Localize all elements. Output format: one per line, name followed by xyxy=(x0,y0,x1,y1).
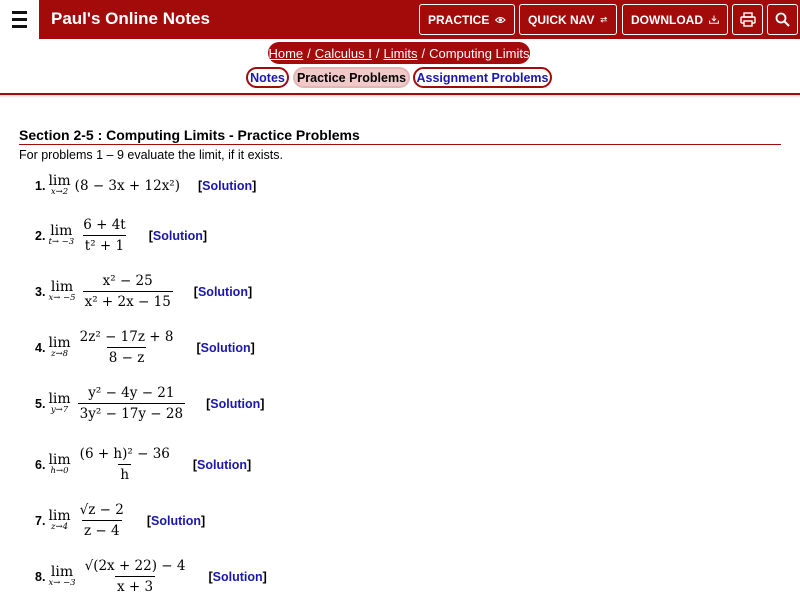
print-button[interactable] xyxy=(732,4,763,35)
problem-expression xyxy=(48,174,180,197)
problem-item xyxy=(35,502,205,539)
fraction xyxy=(83,558,188,594)
fraction xyxy=(78,329,176,366)
fraction xyxy=(78,385,185,422)
search-icon xyxy=(775,12,790,27)
fraction xyxy=(83,273,173,310)
problem-number: 6. xyxy=(35,457,46,472)
denominator: x + 3 xyxy=(115,576,155,594)
limit-subscript: t→ −3 xyxy=(48,237,75,247)
solution-link[interactable]: Solution xyxy=(197,457,248,472)
problem-item xyxy=(35,217,207,254)
intro-text: For problems 1 – 9 evaluate the limit, if it exists. xyxy=(19,148,283,162)
solution-link[interactable]: Solution xyxy=(151,513,202,528)
top-bar xyxy=(0,0,800,39)
swap-arrows-icon xyxy=(600,13,608,26)
denominator: 8 − z xyxy=(107,347,147,366)
problem-item xyxy=(35,329,255,366)
quick-nav-button-label: QUICK NAV xyxy=(528,12,595,27)
numerator: 6 + 4t xyxy=(83,217,126,233)
numerator: √z − 2 xyxy=(79,502,124,518)
solution-link-wrapper: [Solution] xyxy=(192,457,252,472)
menu-icon[interactable] xyxy=(0,0,39,39)
problem-item xyxy=(35,174,256,197)
site-title[interactable]: Paul's Online Notes xyxy=(51,9,210,28)
limit-operator: lim y→7 xyxy=(48,391,71,415)
breadcrumb-separator: / xyxy=(375,45,380,61)
denominator: t² + 1 xyxy=(83,235,126,254)
denominator: z − 4 xyxy=(82,520,122,539)
problem-expression xyxy=(48,558,190,594)
download-button-label: DOWNLOAD xyxy=(631,12,703,27)
tab-practice-problems[interactable]: Practice Problems xyxy=(293,67,410,88)
limit-operator: lim h→0 xyxy=(48,452,71,476)
numerator: √(2x + 22) − 4 xyxy=(84,558,186,574)
solution-link[interactable]: Solution xyxy=(202,178,253,193)
breadcrumb-current: Computing Limits xyxy=(429,45,530,61)
header-divider-shadow xyxy=(0,95,800,98)
tab-notes[interactable]: Notes xyxy=(246,67,289,88)
print-icon xyxy=(740,12,756,27)
problem-expression xyxy=(48,502,128,539)
fraction xyxy=(81,217,128,254)
practice-button[interactable] xyxy=(419,4,515,35)
limit-subscript: x→2 xyxy=(50,187,69,197)
denominator: h xyxy=(118,464,131,483)
solution-link-wrapper: [Solution] xyxy=(198,178,257,193)
breadcrumb-calculus[interactable]: Calculus I xyxy=(314,45,372,61)
download-icon xyxy=(709,12,719,27)
breadcrumb xyxy=(268,42,530,64)
limit-operator: lim z→4 xyxy=(48,508,71,532)
solution-link-wrapper: [Solution] xyxy=(196,340,255,355)
expression-text: (8 − 3x + 12x²) xyxy=(74,177,180,194)
problem-item xyxy=(35,273,252,310)
limit-subscript: h→0 xyxy=(50,466,69,476)
limit-subscript: x→ −3 xyxy=(48,578,76,588)
numerator: 2z² − 17z + 8 xyxy=(79,329,174,345)
denominator: x² + 2x − 15 xyxy=(83,291,173,310)
fraction xyxy=(78,446,172,483)
problem-number: 8. xyxy=(35,569,46,584)
fraction xyxy=(78,502,126,539)
problem-number: 7. xyxy=(35,513,46,528)
solution-link[interactable]: Solution xyxy=(152,228,203,243)
problem-number: 5. xyxy=(35,396,46,411)
problem-item xyxy=(35,385,264,422)
download-button[interactable] xyxy=(622,4,728,35)
limit-subscript: y→7 xyxy=(50,405,69,415)
denominator: 3y² − 17y − 28 xyxy=(78,403,185,422)
breadcrumb-limits[interactable]: Limits xyxy=(383,45,418,61)
solution-link-wrapper: [Solution] xyxy=(146,513,206,528)
problem-number: 4. xyxy=(35,340,46,355)
solution-link-wrapper: [Solution] xyxy=(206,396,265,411)
breadcrumb-home[interactable]: Home xyxy=(268,45,304,61)
breadcrumb-separator: / xyxy=(421,45,426,61)
quick-nav-button[interactable] xyxy=(519,4,617,35)
solution-link[interactable]: Solution xyxy=(210,396,261,411)
solution-link[interactable]: Solution xyxy=(197,284,248,299)
problem-expression xyxy=(48,329,178,366)
solution-link-wrapper: [Solution] xyxy=(148,228,208,243)
solution-link[interactable]: Solution xyxy=(200,340,251,355)
limit-operator: lim x→2 xyxy=(48,173,71,197)
page-title: Section 2-5 : Computing Limits - Practice Problems xyxy=(19,127,781,145)
problem-item xyxy=(35,446,251,483)
limit-operator: lim t→ −3 xyxy=(48,223,75,247)
solution-link[interactable]: Solution xyxy=(212,569,263,584)
problem-number: 3. xyxy=(35,284,46,299)
problem-expression xyxy=(48,217,130,254)
problem-number: 2. xyxy=(35,228,46,243)
problem-expression xyxy=(48,446,174,483)
practice-button-label: PRACTICE xyxy=(428,12,490,27)
limit-operator: lim x→ −3 xyxy=(48,564,76,588)
problem-expression xyxy=(48,273,175,310)
limit-subscript: z→4 xyxy=(51,522,69,532)
solution-link-wrapper: [Solution] xyxy=(208,569,267,584)
breadcrumb-separator: / xyxy=(307,45,311,61)
numerator: x² − 25 xyxy=(102,273,153,289)
limit-subscript: x→ −5 xyxy=(48,293,76,303)
numerator: (6 + h)² − 36 xyxy=(79,446,170,462)
problem-item xyxy=(35,558,267,594)
eye-icon xyxy=(495,14,506,26)
tab-assignment-problems[interactable]: Assignment Problems xyxy=(413,67,552,88)
problem-number: 1. xyxy=(35,178,46,193)
search-button[interactable] xyxy=(767,4,798,35)
limit-operator: lim z→8 xyxy=(48,335,71,359)
limit-subscript: z→8 xyxy=(51,349,69,359)
numerator: y² − 4y − 21 xyxy=(88,385,175,401)
solution-link-wrapper: [Solution] xyxy=(193,284,253,299)
limit-operator: lim x→ −5 xyxy=(48,279,76,303)
page-tabs xyxy=(0,67,800,89)
problem-expression xyxy=(48,385,188,422)
